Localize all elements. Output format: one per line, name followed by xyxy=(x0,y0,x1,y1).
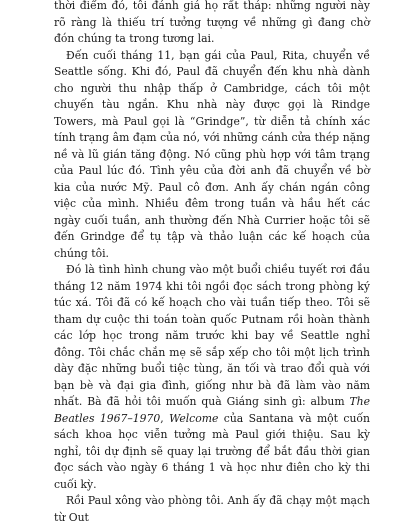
text-run: Đó là tình hình chung vào một buổi chiều tuyết rơi đầu tháng 12 năm 1974 khi tôi ngồi đọc sách trong phòng ký túc xá. Tôi đã có kế hoạch cho vài tuần tiếp theo. Tôi sẽ tham dự cuộc thi toán toàn quốc Putnam rồi hoàn thành các lớp học trong năm trước khi bay về Seattle nghỉ đông. Tôi chắc chắn mẹ sẽ sắp xếp cho tôi một lịch trình dày đặc những buổi tiệc tùng, ăn tối và trao đổi quà với bạn bè và đại gia đình, giống như bà đã làm vào năm nhất. Bà đã hỏi tôi muốn quà Giáng sinh gì: album xyxy=(54,263,370,408)
text-run: Rồi Paul xông vào phòng tôi. Anh ấy đã chạy một mạch từ Out xyxy=(54,494,370,524)
paragraph xyxy=(54,493,370,526)
text-run: của Santana và một cuốn sách khoa học viễn tưởng mà Paul giới thiệu. Sau kỳ nghỉ, tôi dự định sẽ quay lại trường để bắt đầu thời gian đọc sách vào ngày 6 tháng 1 và học như điên cho kỳ thi cuối kỳ. xyxy=(54,411,370,491)
text-run: Đến cuối tháng 11, bạn gái của Paul, Rita, chuyển về Seattle sống. Khi đó, Paul đã chuyển đến khu nhà dành cho người thu nhập thấp ở Cambridge, cách tôi một chuyến tàu ngắn. Khu nhà này được gọi là Rindge Towers, mà Paul gọi là “Grindge”, từ diễn tả chính xác tính trạng âm đạm của nó, với những cánh cửa thép nặng nề và lũ gián tăng động. Nó cũng phù hợp với tâm trạng của Paul lúc đó. Tình yêu của đời anh đã chuyển về bờ kia của nước Mỹ. Paul cô đơn. Anh ấy chán ngán công việc của mình. Nhiều đêm trong tuần và hầu hết các ngày cuối tuần, anh thường đến Nhà Currier hoặc tôi sẽ đến Grindge để tụ tập và thảo luận các kế hoạch của chúng tôi. xyxy=(54,48,370,260)
paragraph xyxy=(54,0,370,48)
italic-title: The Beatles 1967–1970 xyxy=(54,395,370,425)
body-text xyxy=(54,0,370,526)
paragraph xyxy=(54,262,370,493)
italic-title: Welcome xyxy=(169,411,219,425)
text-run: , xyxy=(160,411,170,425)
paragraph xyxy=(54,48,370,263)
text-run: thời điểm đó, tôi đánh giá họ rất tháp: những người này rõ ràng là thiếu trí tưởng tượng về những gì đang chờ đón chúng ta trong tương lai. xyxy=(54,0,370,45)
